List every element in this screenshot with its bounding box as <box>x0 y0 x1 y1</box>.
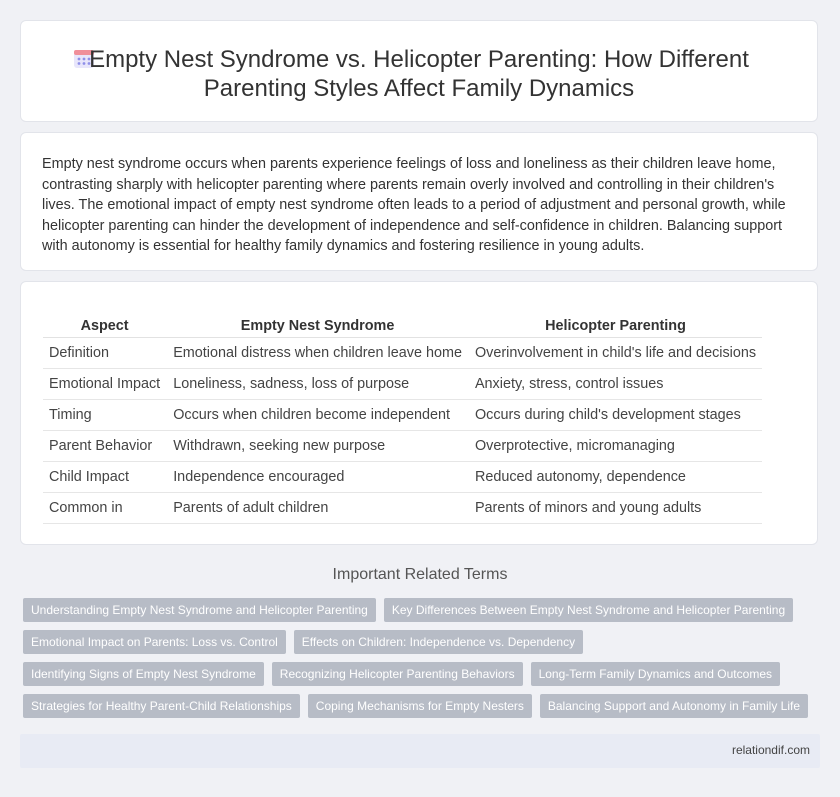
table-cell: Independence encouraged <box>167 462 469 493</box>
table-row <box>43 493 762 524</box>
table-row <box>43 400 762 431</box>
table-row <box>43 431 762 462</box>
comparison-card <box>20 281 818 545</box>
related-tags-row <box>23 598 793 622</box>
related-tag[interactable]: Recognizing Helicopter Parenting Behaviors <box>272 662 523 686</box>
related-tag[interactable]: Emotional Impact on Parents: Loss vs. Control <box>23 630 286 654</box>
related-tag[interactable]: Strategies for Healthy Parent-Child Relationships <box>23 694 300 718</box>
related-tag[interactable]: Effects on Children: Independence vs. Dependency <box>294 630 583 654</box>
related-tag[interactable]: Balancing Support and Autonomy in Family Life <box>540 694 808 718</box>
table-cell: Emotional distress when children leave home <box>167 338 469 369</box>
page-title <box>21 45 817 103</box>
related-tags-row <box>23 662 780 686</box>
table-header-helicopter: Helicopter Parenting <box>468 315 762 338</box>
intro-paragraph: Empty nest syndrome occurs when parents experience feelings of loss and loneliness as their children leave home, contrasting sharply with helicopter parenting where parents remain overly involved and controlling in their children's lives. The emotional impact of empty nest syndrome often leads to a period of adjustment and personal growth, while helicopter parenting can hinder the development of independence and self-confidence in children. Balancing support with autonomy is essential for healthy family dynamics and fostering resilience in young adults. <box>42 156 786 255</box>
table-cell: Occurs when children become independent <box>167 400 469 431</box>
related-terms-title: Important Related Terms <box>332 566 508 583</box>
table-cell: Child Impact <box>43 462 167 493</box>
table-cell: Timing <box>43 400 167 431</box>
table-row <box>43 369 762 400</box>
table-cell: Reduced autonomy, dependence <box>468 462 762 493</box>
table-cell: Loneliness, sadness, loss of purpose <box>167 369 469 400</box>
table-cell: Overinvolvement in child's life and decisions <box>468 338 762 369</box>
related-tag[interactable]: Understanding Empty Nest Syndrome and Helicopter Parenting <box>23 598 376 622</box>
related-tag[interactable]: Coping Mechanisms for Empty Nesters <box>308 694 532 718</box>
footer <box>20 734 820 768</box>
page-title-line2: Parenting Styles Affect Family Dynamics <box>203 75 635 102</box>
table-cell: Parents of minors and young adults <box>468 493 762 524</box>
related-tag[interactable]: Identifying Signs of Empty Nest Syndrome <box>23 662 264 686</box>
table-cell: Withdrawn, seeking new purpose <box>167 431 469 462</box>
table-cell: Emotional Impact <box>43 369 167 400</box>
table-cell: Definition <box>43 338 167 369</box>
page-title-line1: Empty Nest Syndrome vs. Helicopter Parenting: How Different <box>89 46 749 73</box>
table-cell: Occurs during child's development stages <box>468 400 762 431</box>
related-tag[interactable]: Long-Term Family Dynamics and Outcomes <box>531 662 780 686</box>
comparison-table <box>43 315 762 524</box>
table-header-row <box>43 315 762 338</box>
table-row <box>43 338 762 369</box>
table-header-aspect: Aspect <box>43 315 167 338</box>
footer-site-link[interactable]: relationdif.com <box>731 743 810 757</box>
table-header-empty-nest: Empty Nest Syndrome <box>167 315 469 338</box>
table-row <box>43 462 762 493</box>
related-tags-row <box>23 630 583 654</box>
table-cell: Parent Behavior <box>43 431 167 462</box>
intro-card <box>20 132 818 271</box>
table-cell: Parents of adult children <box>167 493 469 524</box>
related-tags-row <box>23 694 808 718</box>
table-cell: Overprotective, micromanaging <box>468 431 762 462</box>
related-tag[interactable]: Key Differences Between Empty Nest Syndrome and Helicopter Parenting <box>384 598 793 622</box>
table-cell: Common in <box>43 493 167 524</box>
header-card <box>20 20 818 122</box>
table-cell: Anxiety, stress, control issues <box>468 369 762 400</box>
